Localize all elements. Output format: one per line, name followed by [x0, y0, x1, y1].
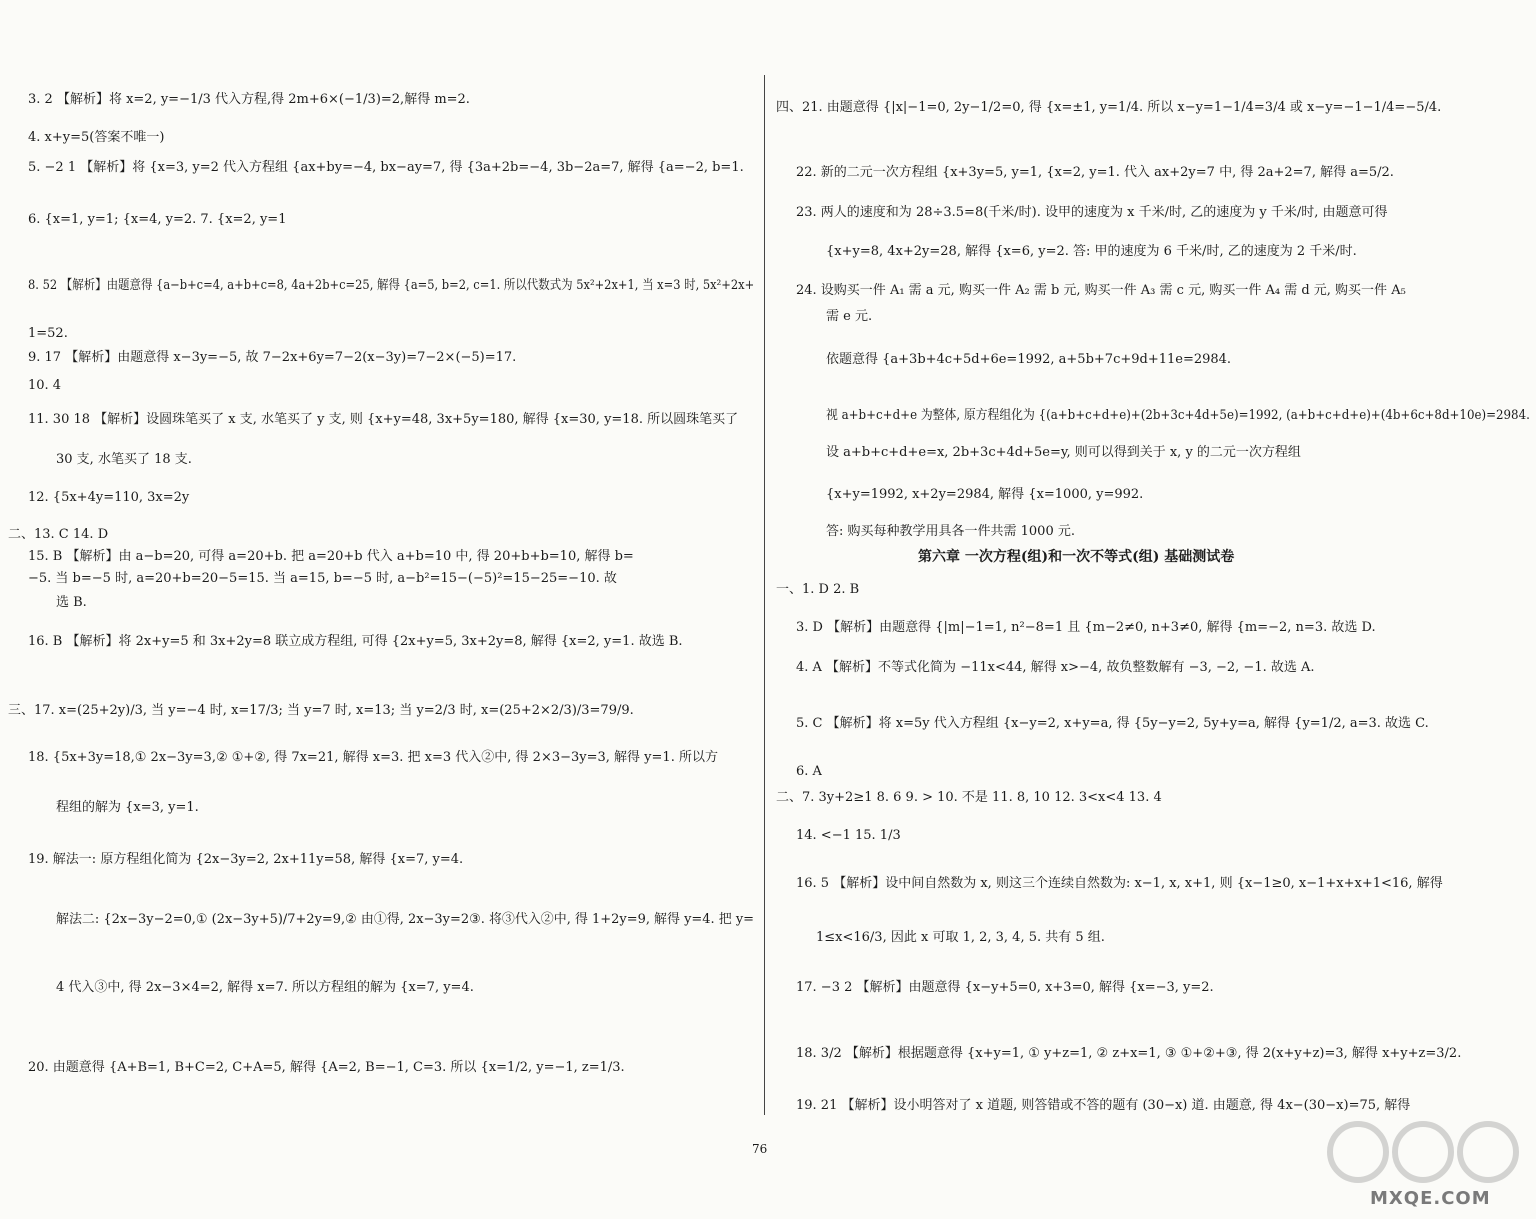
left-line: 6. {x=1, y=1; {x=4, y=2. 7. {x=2, y=1 — [28, 212, 287, 227]
right-line: 四、21. 由题意得 {|x|−1=0, 2y−1/2=0, 得 {x=±1, y=1/4. 所以 x−y=1−1/4=3/4 或 x−y=−1−1/4=−5/4. — [776, 100, 1442, 115]
left-line: 1=52. — [28, 326, 68, 341]
left-line: 三、17. x=(25+2y)/3, 当 y=−4 时, x=17/3; 当 y=7 时, x=13; 当 y=2/3 时, x=(25+2×2/3)/3=79/9. — [8, 703, 634, 718]
column-divider — [764, 75, 765, 1115]
left-line: 9. 17 【解析】由题意得 x−3y=−5, 故 7−2x+6y=7−2(x−3y)=7−2×(−5)=17. — [28, 350, 517, 365]
right-line: 6. A — [796, 764, 822, 779]
left-line: 11. 30 18 【解析】设圆珠笔买了 x 支, 水笔买了 y 支, 则 {x+y=48, 3x+5y=180, 解得 {x=30, y=18. 所以圆珠笔买了 — [28, 412, 739, 427]
left-line: 30 支, 水笔买了 18 支. — [56, 452, 192, 467]
right-line: {x+y=8, 4x+2y=28, 解得 {x=6, y=2. 答: 甲的速度为 6 千米/时, 乙的速度为 2 千米/时. — [826, 244, 1357, 259]
right-line: 19. 21 【解析】设小明答对了 x 道题, 则答错或不答的题有 (30−x) 道. 由题意, 得 4x−(30−x)=75, 解得 — [796, 1098, 1411, 1113]
left-line: 解法二: {2x−3y−2=0,① (2x−3y+5)/7+2y=9,② 由①得, 2x−3y=2③. 将③代入②中, 得 1+2y=9, 解得 y=4. 把 y= — [56, 912, 755, 927]
left-line: 4 代入③中, 得 2x−3×4=2, 解得 x=7. 所以方程组的解为 {x=7, y=4. — [56, 980, 474, 995]
right-line: 二、7. 3y+2≥1 8. 6 9. > 10. 不是 11. 8, 10 12. 3<x<4 13. 4 — [776, 790, 1162, 805]
right-line: 一、1. D 2. B — [776, 582, 860, 597]
right-line: 需 e 元. — [826, 309, 873, 324]
right-line: 22. 新的二元一次方程组 {x+3y=5, y=1, {x=2, y=1. 代入 ax+2y=7 中, 得 2a+2=7, 解得 a=5/2. — [796, 165, 1394, 180]
left-line: 3. 2 【解析】将 x=2, y=−1/3 代入方程,得 2m+6×(−1/3)=2,解得 m=2. — [28, 92, 470, 107]
right-line: 14. <−1 15. 1/3 — [796, 828, 901, 843]
left-line: 8. 52 【解析】由题意得 {a−b+c=4, a+b+c=8, 4a+2b+c=25, 解得 {a=5, b=2, c=1. 所以代数式为 5x²+2x+1, 当 x=3 时, 5x²+2x+ — [28, 278, 755, 293]
right-line: 1≤x<16/3, 因此 x 可取 1, 2, 3, 4, 5. 共有 5 组. — [816, 930, 1105, 945]
right-line: 17. −3 2 【解析】由题意得 {x−y+5=0, x+3=0, 解得 {x=−3, y=2. — [796, 980, 1214, 995]
left-line: 程组的解为 {x=3, y=1. — [56, 800, 199, 815]
right-line: {x+y=1992, x+2y=2984, 解得 {x=1000, y=992. — [826, 487, 1144, 502]
right-line: 18. 3/2 【解析】根据题意得 {x+y=1, ① y+z=1, ② z+x=1, ③ ①+②+③, 得 2(x+y+z)=3, 解得 x+y+z=3/2. — [796, 1046, 1462, 1061]
left-line: 二、13. C 14. D — [8, 527, 109, 542]
left-line: 20. 由题意得 {A+B=1, B+C=2, C+A=5, 解得 {A=2, B=−1, C=3. 所以 {x=1/2, y=−1, z=1/3. — [28, 1060, 625, 1075]
right-line: 4. A 【解析】不等式化简为 −11x<44, 解得 x>−4, 故负整数解有 −3, −2, −1. 故选 A. — [796, 660, 1315, 675]
section-title: 第六章 一次方程(组)和一次不等式(组) 基础测试卷 — [918, 549, 1235, 565]
left-line: 选 B. — [56, 595, 87, 610]
left-line: 19. 解法一: 原方程组化简为 {2x−3y=2, 2x+11y=58, 解得 {x=7, y=4. — [28, 852, 464, 867]
page-number: 76 — [752, 1142, 768, 1156]
left-line: 15. B 【解析】由 a−b=20, 可得 a=20+b. 把 a=20+b 代入 a+b=10 中, 得 20+b+b=10, 解得 b= — [28, 549, 634, 564]
left-line: −5. 当 b=−5 时, a=20+b=20−5=15. 当 a=15, b=−5 时, a−b²=15−(−5)²=15−25=−10. 故 — [28, 571, 617, 586]
right-line: 3. D 【解析】由题意得 {|m|−1=1, n²−8=1 且 {m−2≠0, n+3≠0, 解得 {m=−2, n=3. 故选 D. — [796, 620, 1376, 635]
right-line: 16. 5 【解析】设中间自然数为 x, 则这三个连续自然数为: x−1, x, x+1, 则 {x−1≥0, x−1+x+x+1<16, 解得 — [796, 876, 1443, 891]
left-line: 12. {5x+4y=110, 3x=2y — [28, 490, 190, 505]
right-line: 依题意得 {a+3b+4c+5d+6e=1992, a+5b+7c+9d+11e=2984. — [826, 352, 1232, 367]
right-line: 5. C 【解析】将 x=5y 代入方程组 {x−y=2, x+y=a, 得 {5y−y=2, 5y+y=a, 解得 {y=1/2, a=3. 故选 C. — [796, 716, 1429, 731]
right-line: 24. 设购买一件 A₁ 需 a 元, 购买一件 A₂ 需 b 元, 购买一件 A₃ 需 c 元, 购买一件 A₄ 需 d 元, 购买一件 A₅ — [796, 283, 1406, 298]
right-line: 23. 两人的速度和为 28÷3.5=8(千米/时). 设甲的速度为 x 千米/时, 乙的速度为 y 千米/时, 由题意可得 — [796, 205, 1388, 220]
left-line: 18. {5x+3y=18,① 2x−3y=3,② ①+②, 得 7x=21, 解得 x=3. 把 x=3 代入②中, 得 2×3−3y=3, 解得 y=1. 所以方 — [28, 750, 718, 765]
right-line: 视 a+b+c+d+e 为整体, 原方程组化为 {(a+b+c+d+e)+(2b+3c+4d+5e)=1992, (a+b+c+d+e)+(4b+6c+8d+10e)=2984. — [826, 408, 1530, 423]
left-line: 5. −2 1 【解析】将 {x=3, y=2 代入方程组 {ax+by=−4, bx−ay=7, 得 {3a+2b=−4, 3b−2a=7, 解得 {a=−2, b=1. — [28, 160, 744, 175]
right-line: 答: 购买每种教学用具各一件共需 1000 元. — [826, 524, 1075, 539]
left-line: 10. 4 — [28, 378, 62, 393]
watermark-text: MXQE.COM — [1370, 1188, 1491, 1209]
left-line: 4. x+y=5(答案不唯一) — [28, 130, 165, 145]
left-line: 16. B 【解析】将 2x+y=5 和 3x+2y=8 联立成方程组, 可得 {2x+y=5, 3x+2y=8, 解得 {x=2, y=1. 故选 B. — [28, 634, 683, 649]
right-line: 设 a+b+c+d+e=x, 2b+3c+4d+5e=y, 则可以得到关于 x, y 的二元一次方程组 — [826, 445, 1301, 460]
